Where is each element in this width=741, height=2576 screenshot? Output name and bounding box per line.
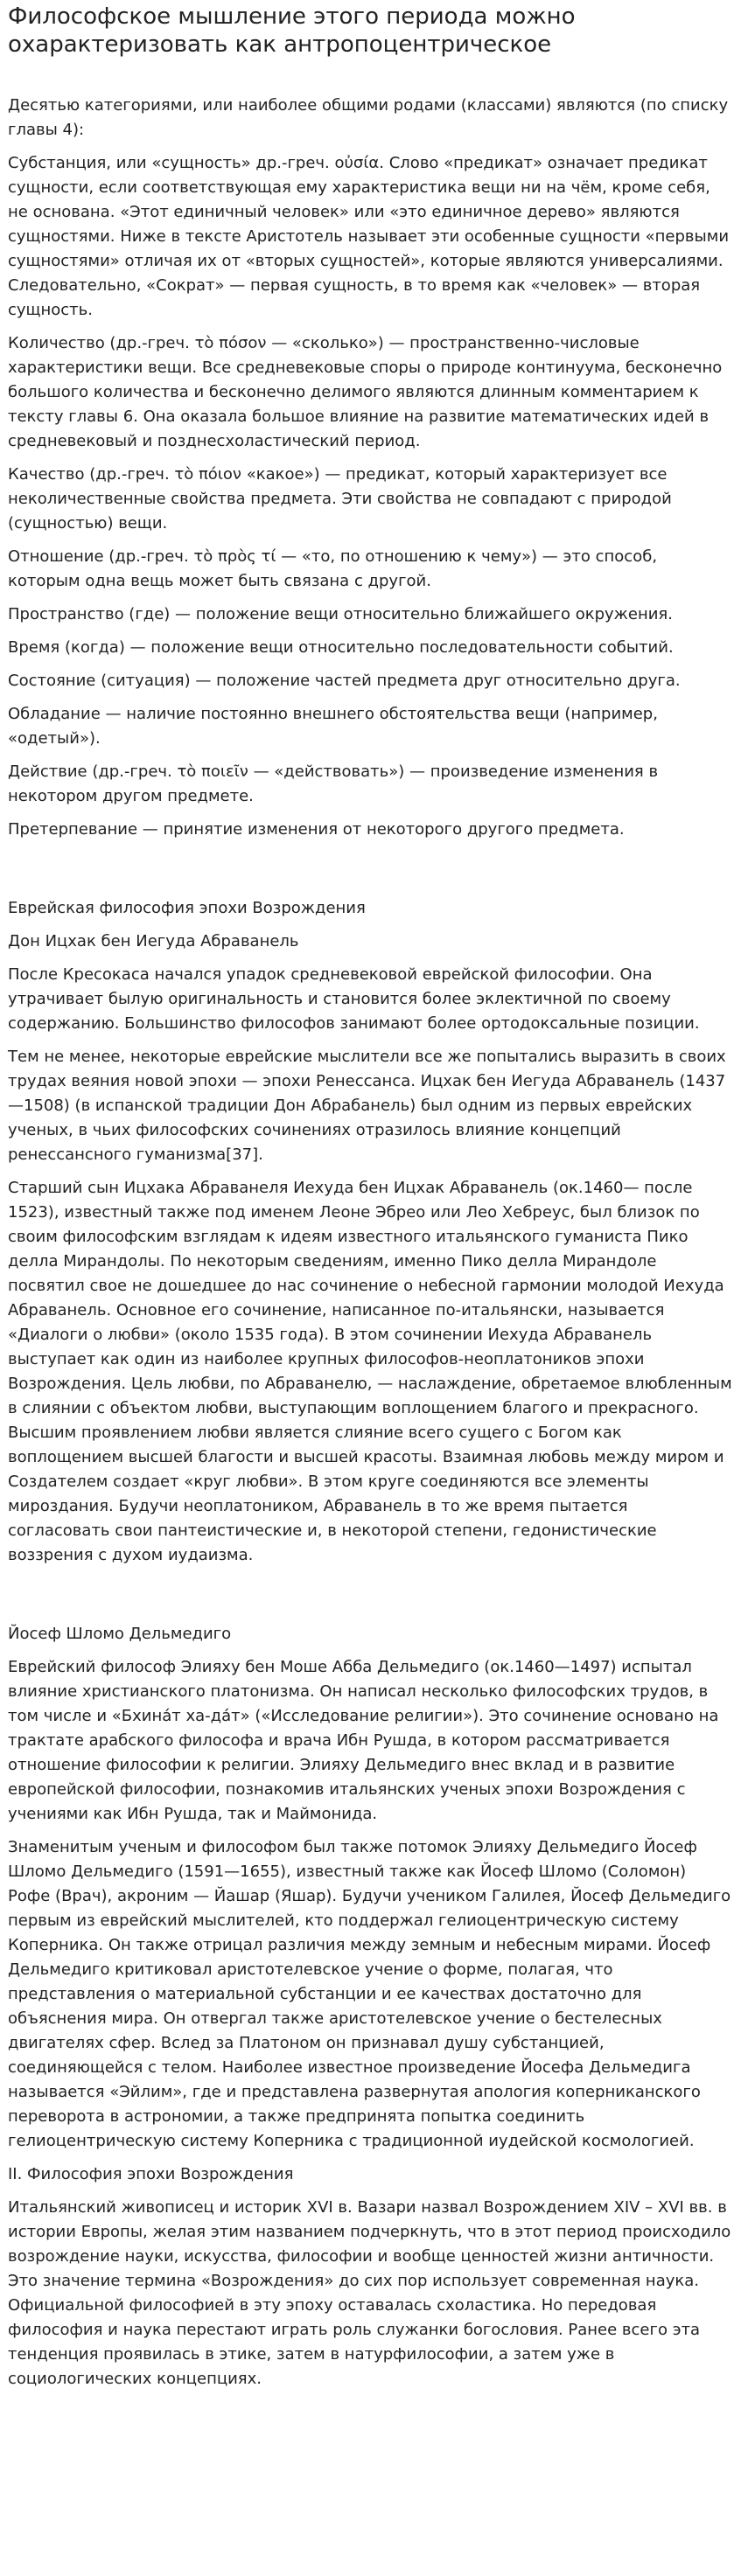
category-action: Действие (др.-греч. τὸ ποιεῖν — «действовать») — произведение изменения в некотором другом предмете. xyxy=(8,762,659,805)
category-substance: Субстанция, или «сущность» др.-греч. οὐσία. Слово «предикат» означает предикат сущности, если соответствующая ему характеристика вещи ни на чём, кроме себя, не основана. «Этот единичный человек» или «это единичное дерево» являются сущностями. Ниже в тексте Аристотель называет эти особенные сущности «первыми сущностями» отличая их от «вторых сущностей», которые являются универсалиями. Следовательно, «Сократ» — первая сущность, в то время как «человек» — вторая сущность. xyxy=(8,154,730,319)
category-relation: Отношение (др.-греч. τὸ πρὸς τί — «то, по отношению к чему») — это способ, которым одна вещь может быть связана с другой. xyxy=(8,547,658,590)
subheading-abravanel: Дон Ицхак бен Иегуда Абраванель xyxy=(8,932,299,950)
section-gap xyxy=(8,851,733,896)
category-place: Пространство (где) — положение вещи относительно ближайшего окружения. xyxy=(8,605,673,623)
category-affection: Претерпевание — принятие изменения от некоторого другого предмета. xyxy=(8,820,625,839)
paragraph-vasari: Итальянский живописец и историк XVI в. Вазари назвал Возрождением XIV – XVI вв. в истории Европы, желая этим названием подчеркнуть, что в этот период происходило возрождение науки, искусства, философии и вообще ценностей жизни античности. Это значение термина «Возрождения» до сих пор использует современная наука. Официальной философией в эту эпоху оставалась схоластика. Но передовая философия и наука перестают играть роль служанки богословия. Ранее всего эта тенденция проявилась в этике, затем в натурфилософии, а затем уже в социологических концепциях. xyxy=(8,2198,731,2388)
subheading-delmedigo: Йосеф Шломо Дельмедиго xyxy=(8,1625,232,1643)
article-body xyxy=(8,94,733,2392)
page-title: Философское мышление этого периода можно охарактеризовать как антропоцентрическое xyxy=(8,3,576,58)
paragraph-abravanel-judah: Старший сын Ицхака Абраванеля Иехуда бен Ицхак Абраванель (ок.1460— после 1523), известный также под именем Леоне Эбрео или Лео Хебреус, был близок по своим философским взглядам к идеям известного итальянского гуманиста Пико делла Мирандолы. По некоторым сведениям, именно Пико делла Мирандоле посвятил свое не дошедшее до нас сочинение о небесной гармонии молодой Иехуда Абраванель. Основное его сочинение, написанное по-итальянски, называется «Диалоги о любви» (около 1535 года). В этом сочинении Иехуда Абраванель выступает как один из наиболее крупных философов-неоплатоников эпохи Возрождения. Цель любви, по Абраванелю, — наслаждение, обретаемое влюбленным в слиянии с объектом любви, выступающим воплощением благого и прекрасного. Высшим проявлением любви является слияние всего сущего с Богом как воплощением высшей благости и высшей красоты. Взаимная любовь между миром и Создателем создает «круг любви». В этом круге соединяются все элементы мироздания. Будучи неоплатоником, Абраванель в то же время пытается согласовать свои пантеистические и, в некоторой степени, гедонистические воззрения с духом иудаизма. xyxy=(8,1179,732,1564)
categories-intro: Десятью категориями, или наиболее общими родами (классами) являются (по списку главы 4): xyxy=(8,96,729,139)
paragraph-joseph-delmedigo: Знаменитым ученым и философом был также потомок Элияху Дельмедиго Йосеф Шломо Дельмедиго (1591—1655), известный также как Йосеф Шломо (Соломон) Рофе (Врач), акроним — Йашар (Яшар). Будучи учеником Галилея, Йосеф Дельмедиго первым из еврейский мыслителей, кто поддержал гелиоцентрическую систему Коперника. Он также отрицал различия между земным и небесным мирами. Йосеф Дельмедиго критиковал аристотелевское учение о форме, полагая, что представления о материальной субстанции и ее качествах достаточно для объяснения мира. Он отвергал также аристотелевское учение о бестелесных двигателях сфер. Вслед за Платоном он признавал душу субстанцией, соединяющейся с телом. Наиболее известное произведение Йосефа Дельмедига называется «Эйлим», где и представлена развернутая апология коперниканского переворота в астрономии, а также предпринята попытка соединить гелиоцентрическую систему Коперника с традиционной иудейской космологией. xyxy=(8,1838,731,2150)
section-gap xyxy=(8,1577,733,1622)
category-time: Время (когда) — положение вещи относительно последовательности событий. xyxy=(8,638,674,657)
category-quality: Качество (др.-греч. τὸ πόιον «какое») — предикат, который характеризует все неколичественные свойства предмета. Эти свойства не совпадают с природой (сущностью) вещи. xyxy=(8,465,672,533)
section-heading-renaissance-philosophy: II. Философия эпохи Возрождения xyxy=(8,2165,294,2183)
category-position: Состояние (ситуация) — положение частей предмета друг относительно друга. xyxy=(8,672,681,690)
paragraph-abravanel-isaac: Тем не менее, некоторые еврейские мыслители все же попытались выразить в своих трудах веяния новой эпохи — эпохи Ренессанса. Ицхак бен Иегуда Абраванель (1437—1508) (в испанской традиции Дон Абрабанель) был одним из первых еврейских ученых, в чьих философских сочинениях отразилось влияние концепций ренессансного гуманизма[37]. xyxy=(8,1048,726,1164)
category-quantity: Количество (др.-греч. τὸ πόσον — «сколько») — пространственно-числовые характеристики вещи. Все средневековые споры о природе континуума, бесконечно большого количества и бесконечно делимого являются длинным комментарием к тексту главы 6. Она оказала большое влияние на развитие математических идей в средневековый и позднесхоластический период. xyxy=(8,334,723,450)
section-heading-jewish-renaissance: Еврейская философия эпохи Возрождения xyxy=(8,899,366,917)
category-having: Обладание — наличие постоянно внешнего обстоятельства вещи (например, «одетый»). xyxy=(8,705,658,748)
paragraph-elijah-delmedigo: Еврейский философ Элияху бен Моше Абба Дельмедиго (ок.1460—1497) испытал влияние христианского платонизма. Он написал несколько философских трудов, в том числе и «Бхина́т ха-да́т» («Исследование религии»). Это сочинение основано на трактате арабского философа и врача Ибн Рушда, в котором рассматривается отношение философии к религии. Элияху Дельмедиго внес вклад и в развитие европейской философии, познакомив итальянских ученых эпохи Возрождения с учениями как Ибн Рушда, так и Маймонида. xyxy=(8,1658,719,1823)
paragraph-decline: После Кресокаса начался упадок средневековой еврейской философии. Она утрачивает былую оригинальность и становится более эклектичной по своему содержанию. Большинство философов занимают более ортодоксальные позиции. xyxy=(8,965,700,1033)
